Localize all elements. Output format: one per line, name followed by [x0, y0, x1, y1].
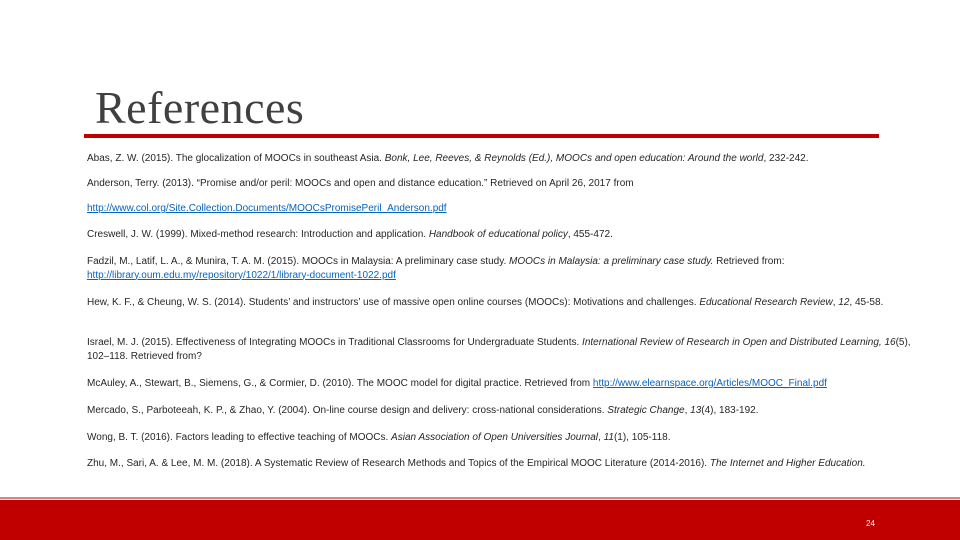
reference-anderson-link-line	[87, 202, 912, 216]
footer-divider	[0, 497, 960, 499]
reference-fadzil	[87, 255, 912, 282]
reference-wong	[87, 431, 912, 445]
reference-italic: Educational Research Review	[699, 297, 833, 308]
reference-link[interactable]: http://www.col.org/Site.Collection.Documents/MOOCsPromisePeril_Anderson.pdf	[87, 203, 447, 214]
reference-text: ,	[598, 432, 604, 443]
reference-italic: MOOCs in Malaysia: a preliminary case study.	[509, 256, 714, 267]
reference-text: (4), 183-192.	[701, 405, 759, 416]
title-underline	[84, 134, 879, 138]
reference-italic: 12	[838, 297, 850, 308]
reference-italic: Asian Association of Open Universities Journal	[391, 432, 598, 443]
reference-text: Creswell, J. W. (1999). Mixed-method research: Introduction and application.	[87, 229, 429, 240]
reference-italic: The Internet and Higher Education.	[709, 458, 866, 469]
reference-italic: 13	[690, 405, 702, 416]
reference-text: (1), 105-118.	[613, 432, 671, 443]
reference-text: , 455-472.	[567, 229, 613, 240]
reference-text: , 45-58.	[849, 297, 884, 308]
reference-link[interactable]: http://library.oum.edu.my/repository/1022/1/library-document-1022.pdf	[87, 269, 396, 281]
reference-text: , 232-242.	[763, 153, 809, 164]
reference-text: ,	[832, 297, 839, 308]
reference-text: Wong, B. T. (2016). Factors leading to effective teaching of MOOCs.	[87, 432, 392, 443]
reference-text: ,	[684, 405, 691, 416]
reference-anderson	[87, 177, 912, 191]
reference-mcauley	[87, 377, 912, 391]
reference-text: Israel, M. J. (2015). Effectiveness of Integrating MOOCs in Traditional Classrooms for Undergraduate Students.	[87, 337, 583, 348]
reference-text: Fadzil, M., Latif, L. A., & Munira, T. A. M. (2015). MOOCs in Malaysia: A preliminary case study.	[87, 256, 510, 267]
reference-hew	[87, 296, 912, 310]
page-number: 24	[866, 519, 875, 528]
reference-text: Zhu, M., Sari, A. & Lee, M. M. (2018). A Systematic Review of Research Methods and Topics of the Empirical MOOC Literature (2014-2016).	[87, 458, 710, 469]
page-title: References	[95, 82, 305, 133]
reference-italic: Bonk, Lee, Reeves, & Reynolds (Ed.), MOOCs and open education: Around the world	[384, 153, 764, 164]
footer-bar	[0, 500, 960, 540]
reference-creswell	[87, 228, 912, 242]
reference-text: Hew, K. F., & Cheung, W. S. (2014). Students’ and instructors’ use of massive open online courses (MOOCs): Motivations and challenges.	[87, 297, 700, 308]
reference-text: Retrieved from:	[713, 256, 785, 267]
reference-italic: Strategic Change	[607, 405, 685, 416]
reference-link[interactable]: http://www.elearnspace.org/Articles/MOOC_Final.pdf	[592, 378, 827, 389]
reference-text: McAuley, A., Stewart, B., Siemens, G., & Cormier, D. (2010). The MOOC model for digital practice. Retrieved from	[87, 378, 593, 389]
reference-israel	[87, 336, 912, 363]
reference-italic: International Review of Research in Open and Distributed Learning, 16	[582, 337, 896, 348]
reference-mercado	[87, 404, 912, 418]
reference-italic: Handbook of educational policy	[428, 229, 568, 240]
reference-text: Anderson, Terry. (2013). “Promise and/or peril: MOOCs and open and distance education.” Retrieved on April 26, 2017 from	[87, 178, 634, 189]
reference-text: (5), 102–118. Retrieved from?	[87, 337, 911, 362]
reference-italic: 11	[603, 432, 614, 443]
reference-text: Mercado, S., Parboteeah, K. P., & Zhao, Y. (2004). On-line course design and delivery: cross-national considerations.	[87, 405, 608, 416]
reference-zhu	[87, 457, 912, 471]
reference-abas	[87, 152, 912, 166]
reference-text: Abas, Z. W. (2015). The glocalization of MOOCs in southeast Asia.	[87, 153, 385, 164]
